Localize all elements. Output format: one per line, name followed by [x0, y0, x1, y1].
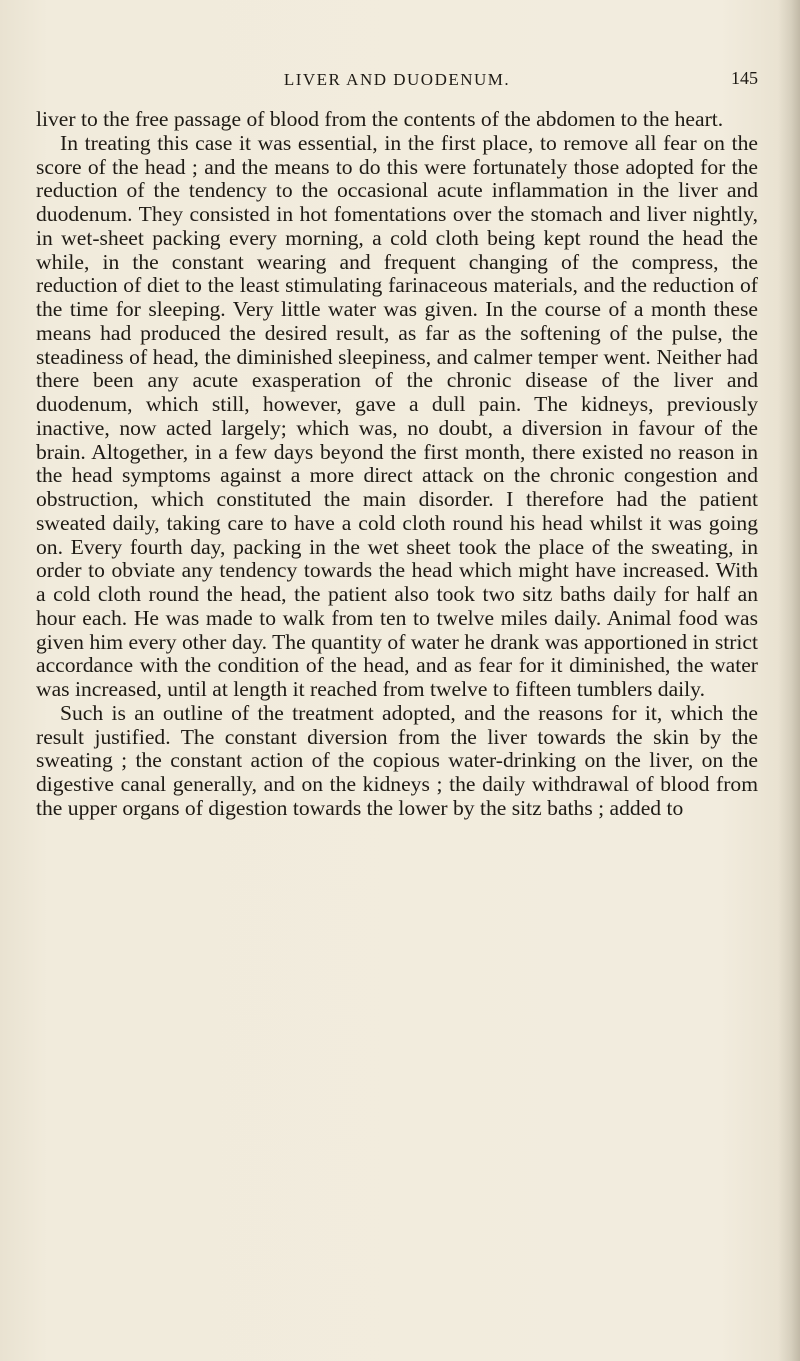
paragraph-outline: Such is an outline of the treatment adopted, and the reasons for it, which the result justified. The constant diversion from the liver towards the skin by the sweating ; the constant action of the copious water-drinking on the liver, on the digestive canal generally, and on the kidneys ; the daily withdrawal of blood from the upper organs of digestion towards the lower by the sitz baths ; added to [36, 700, 758, 820]
paragraph-treatment: In treating this case it was essential, in the first place, to remove all fear on the score of the head ; and the means to do this were fortunately those adopted for the reduction of the tendency to the occasional acute inflammation in the liver and duodenum. They consisted in hot fomentations over the stomach and liver nightly, in wet-sheet packing every morning, a cold cloth being kept round the head the while, in the constant wearing and frequent changing of the compress, the reduction of diet to the least stimulating farinaceous materials, and the reduction of the time for sleeping. Very little water was given. In the course of a month these means had produced the desired result, as far as the softening of the pulse, the steadiness of head, the diminished sleepiness, and calmer temper went. Neither had there been any acute exasperation of the chronic disease of the liver and duodenum, which still, however, gave a dull pain. The kidneys, previously inactive, now acted largely; which was, no doubt, a diversion in favour of the brain. Altogether, in a few days beyond the first month, there existed no reason in the head symptoms against a more direct attack on the chronic congestion and obstruction, which constituted the main disorder. I therefore had the patient sweated daily, taking care to have a cold cloth round his head whilst it was going on. Every fourth day, packing in the wet sheet took the place of the sweating, in order to obviate any tendency towards the head which might have increased. With a cold cloth round the head, the patient also took two sitz baths daily for half an hour each. He was made to walk from ten to twelve miles daily. Animal food was given him every other day. The quantity of water he drank was apportioned in strict accordance with the condition of the head, and as fear for it diminished, the water was increased, until at length it reached from twelve to fifteen tumblers daily. [36, 130, 758, 701]
page-header [36, 70, 758, 100]
body-text [36, 108, 758, 821]
binding-shadow [778, 0, 800, 1361]
paragraph-continuation: liver to the free passage of blood from the contents of the abdomen to the heart. [36, 107, 724, 131]
running-head: LIVER AND DUODENUM. [283, 70, 511, 89]
page-number: 145 [731, 68, 758, 88]
